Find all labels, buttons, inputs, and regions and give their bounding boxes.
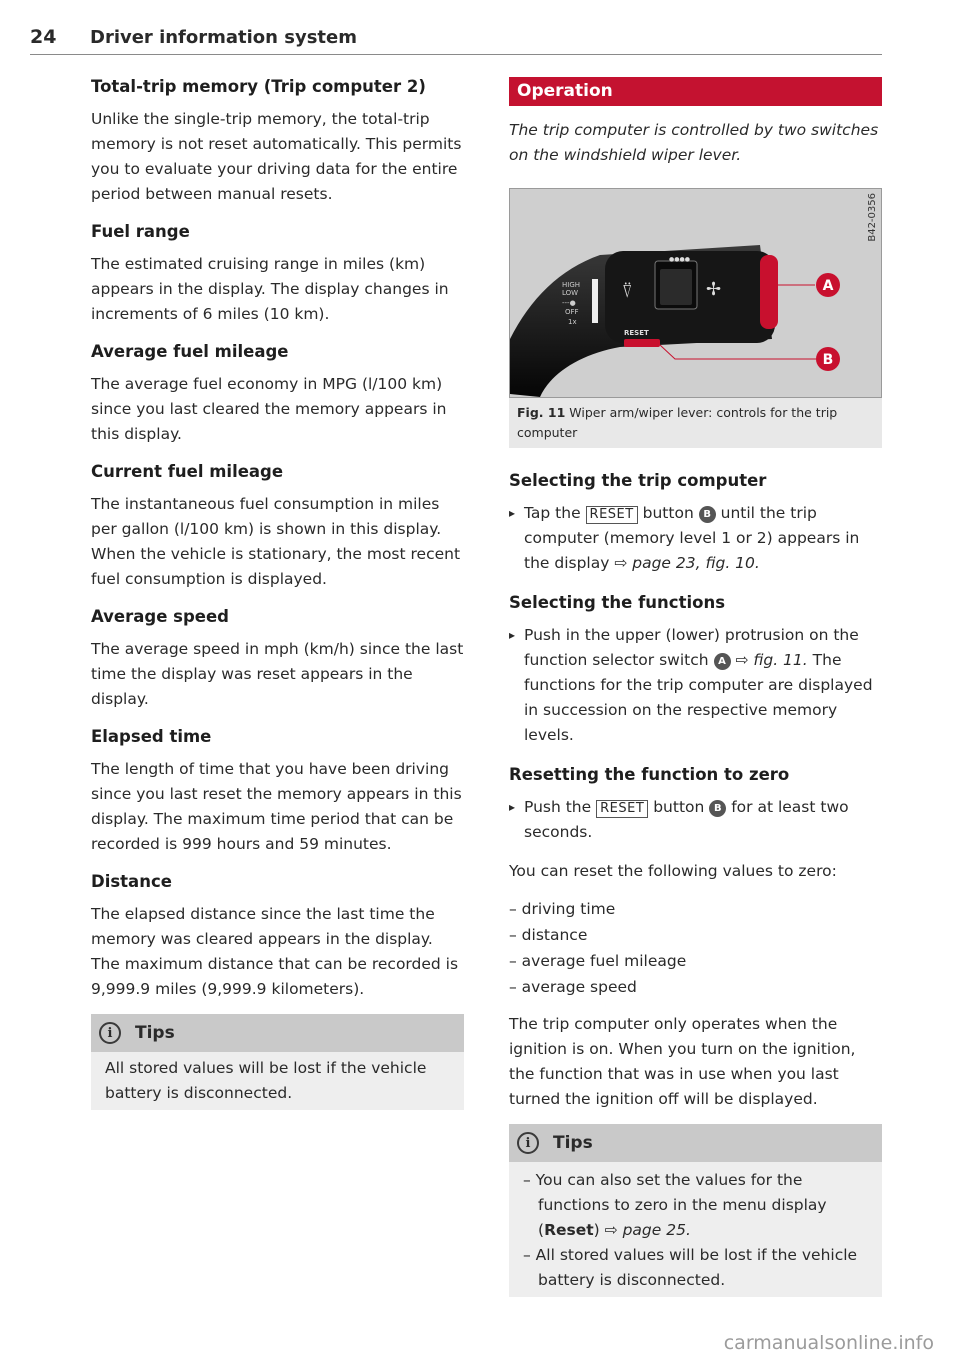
instruction-item bbox=[509, 795, 882, 845]
section-elapsed-time bbox=[91, 724, 464, 857]
figure-label-b: B bbox=[822, 352, 834, 368]
tips-header bbox=[91, 1014, 464, 1052]
section-heading: Elapsed time bbox=[91, 727, 212, 746]
tip-text: ) bbox=[593, 1221, 600, 1239]
instruction-text: Push in the upper (lower) protrusion on the function selector switch bbox=[524, 626, 859, 669]
ignition-text: The trip computer only operates when the ignition is on. When you turn on the ignition, the function that was in use when you last turned the ignition off will be displayed. bbox=[509, 1015, 856, 1108]
section-text: The elapsed distance since the last time the memory was cleared appears in the display. The maximum distance that can be recorded is 9,999.9 miles (9,999.9 kilometers). bbox=[91, 905, 459, 998]
info-icon: i bbox=[99, 1022, 121, 1044]
section-text: The average fuel economy in MPG (l/100 km) since you last cleared the memory appears in this display. bbox=[91, 375, 447, 443]
section-title: Driver information system bbox=[90, 27, 357, 48]
lever-label-reset: RESET bbox=[624, 329, 649, 337]
page-reference: ⇨ page 25. bbox=[604, 1221, 691, 1239]
figure-reference: ⇨ fig. 11. bbox=[735, 651, 808, 669]
svg-text:✢: ✢ bbox=[706, 279, 722, 300]
figure-label-a: A bbox=[822, 278, 834, 294]
tip-item: – All stored values will be lost if the vehicle battery is disconnected. bbox=[523, 1246, 858, 1289]
section-heading: Average fuel mileage bbox=[91, 342, 289, 361]
operation-banner: Operation bbox=[509, 77, 882, 106]
tip-text: – You can also set the values for the functions to zero in the menu display ( bbox=[523, 1171, 827, 1239]
section-average-fuel-mileage bbox=[91, 339, 464, 447]
section-heading: Average speed bbox=[91, 607, 229, 626]
list-item: – average fuel mileage bbox=[509, 952, 687, 970]
figure-caption bbox=[509, 398, 882, 448]
left-column bbox=[91, 72, 464, 1110]
instruction-list bbox=[509, 501, 882, 576]
section-heading: Current fuel mileage bbox=[91, 462, 284, 481]
tips-body bbox=[509, 1162, 882, 1297]
section-total-trip bbox=[91, 74, 464, 207]
instruction-text: Push the bbox=[524, 798, 592, 816]
tip-bold: Reset bbox=[544, 1221, 594, 1239]
instruction-text: The functions for the trip computer are displayed in succession on the respective memory levels. bbox=[524, 651, 873, 744]
tips-title: Tips bbox=[135, 1023, 175, 1043]
page-number: 24 bbox=[30, 26, 57, 48]
intro-text: The trip computer is controlled by two switches on the windshield wiper lever. bbox=[509, 121, 879, 164]
section-heading: Fuel range bbox=[91, 222, 190, 241]
wiper-lever-figure bbox=[509, 188, 882, 398]
instruction-text: button bbox=[653, 798, 705, 816]
instruction-text: Tap the bbox=[524, 504, 581, 522]
reset-key: RESET bbox=[596, 800, 648, 818]
svg-text:⍢: ⍢ bbox=[622, 281, 633, 302]
callout-b: B bbox=[709, 800, 726, 817]
tips-box bbox=[91, 1014, 464, 1110]
list-item: – distance bbox=[509, 926, 588, 944]
section-distance bbox=[91, 869, 464, 1002]
section-text: Unlike the single-trip memory, the total-trip memory is not reset automatically. This permits you to evaluate your driving data for the entire period between manual resets. bbox=[91, 110, 462, 203]
instruction-text: button bbox=[642, 504, 694, 522]
caption-number: Fig. 11 bbox=[517, 405, 566, 420]
list-item: – average speed bbox=[509, 978, 637, 996]
lever-label-high: HIGH bbox=[562, 281, 581, 289]
heading-resetting-function: Resetting the function to zero bbox=[509, 765, 790, 784]
section-text: The instantaneous fuel consumption in miles per gallon (l/100 km) is shown in this display. When the vehicle is stationary, the most recent fuel consumption is displayed. bbox=[91, 495, 461, 588]
tip-item bbox=[523, 1168, 868, 1243]
heading-selecting-functions: Selecting the functions bbox=[509, 593, 726, 612]
figure-code: B42-0356 bbox=[867, 193, 878, 242]
reset-key: RESET bbox=[586, 506, 638, 524]
list-item: – driving time bbox=[509, 900, 616, 918]
wiper-lever-illustration bbox=[510, 189, 881, 397]
reset-values-list bbox=[509, 896, 882, 1000]
callout-a: A bbox=[714, 653, 731, 670]
section-heading: Total-trip memory (Trip computer 2) bbox=[91, 77, 426, 96]
info-icon: i bbox=[517, 1132, 539, 1154]
tips-header bbox=[509, 1124, 882, 1162]
section-current-fuel-mileage bbox=[91, 459, 464, 592]
lever-label-dots: ---● bbox=[562, 299, 576, 307]
lever-label-1x: 1x bbox=[568, 318, 577, 326]
instruction-list bbox=[509, 623, 882, 748]
tips-box bbox=[509, 1124, 882, 1297]
section-text: The length of time that you have been driving since you last reset the memory appears in this display. The maximum time period that can be recorded is 999 hours and 59 minutes. bbox=[91, 760, 462, 853]
instruction-text: until the trip computer (memory level 1 or 2) appears in the display bbox=[524, 504, 860, 572]
caption-text: Wiper arm/wiper lever: controls for the trip computer bbox=[517, 405, 838, 440]
page-header bbox=[30, 24, 882, 55]
instruction-text: for at least two seconds. bbox=[524, 798, 849, 841]
lever-label-low: LOW bbox=[562, 289, 579, 297]
instruction-list bbox=[509, 795, 882, 845]
section-text: The estimated cruising range in miles (km) appears in the display. The display changes in increments of 6 miles (10 km). bbox=[91, 255, 449, 323]
section-text: The average speed in mph (km/h) since the last time the display was reset appears in the display. bbox=[91, 640, 464, 708]
section-average-speed bbox=[91, 604, 464, 712]
callout-b: B bbox=[699, 506, 716, 523]
instruction-item bbox=[509, 623, 882, 748]
lever-label-top-dots: ●●●● bbox=[669, 256, 690, 263]
lever-label-off: OFF bbox=[565, 308, 579, 316]
heading-selecting-trip-computer: Selecting the trip computer bbox=[509, 471, 767, 490]
page-reference: ⇨ page 23, fig. 10. bbox=[614, 554, 760, 572]
right-column bbox=[509, 77, 882, 1297]
watermark: carmanualsonline.info bbox=[723, 1332, 934, 1354]
tips-text: All stored values will be lost if the vehicle battery is disconnected. bbox=[105, 1059, 427, 1102]
section-heading: Distance bbox=[91, 872, 172, 891]
reset-intro: You can reset the following values to zero: bbox=[509, 862, 837, 880]
tips-title: Tips bbox=[553, 1133, 593, 1153]
instruction-item bbox=[509, 501, 882, 576]
section-fuel-range bbox=[91, 219, 464, 327]
